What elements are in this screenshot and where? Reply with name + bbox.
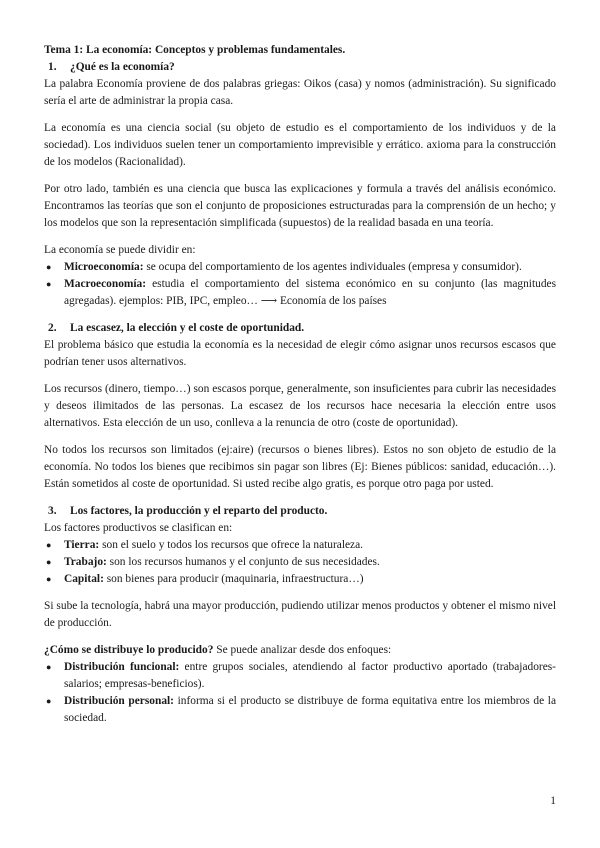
term: Tierra: [64, 539, 100, 551]
term: Microeconomía: [64, 261, 144, 273]
paragraph [44, 642, 556, 659]
document-title: Tema 1: La economía: Conceptos y problemas fundamentales. [44, 44, 346, 56]
paragraph: La economía se puede dividir en: [44, 244, 196, 256]
bullet-list [44, 259, 556, 310]
list-item [44, 659, 556, 693]
list-item [44, 571, 556, 588]
section-1-heading [44, 59, 556, 76]
bullet-icon: ● [46, 262, 52, 272]
section-title: Los factores, la producción y el reparto del producto. [70, 505, 328, 517]
definition: informa si el producto se distribuye de forma equitativa entre los miembros de la sociedad. [64, 695, 556, 724]
list-item [44, 276, 556, 310]
section-number: 1. [48, 61, 57, 73]
definition: estudia el comportamiento del sistema económico en su conjunto (las magnitudes agregadas). ejemplos: PIB, IPC, empleo… ⟶ Economía de los países [64, 278, 556, 307]
bullet-icon: ● [46, 696, 52, 706]
list-item [44, 554, 556, 571]
section-title: La escasez, la elección y el coste de oportunidad. [70, 322, 305, 334]
section-2-heading [44, 320, 556, 337]
paragraph: No todos los recursos son limitados (ej:aire) (recursos o bienes libres). Estos no son objeto de estudio de la economía. No todos los bienes que recibimos sin pagar son libres (Ej: Bienes públicos: sanidad, educación…). Están sometidos al coste de oportunidad. Si usted recibe algo gratis, es porque otro paga por usted. [44, 444, 556, 490]
section-number: 2. [48, 322, 57, 334]
list-item [44, 693, 556, 727]
paragraph: El problema básico que estudia la economía es la necesidad de elegir cómo asignar unos recursos escasos que podrían tener usos alternativos. [44, 339, 556, 368]
definition: entre grupos sociales, atendiendo al factor productivo aportado (trabajadores- salarios; empresas-beneficios). [64, 661, 556, 690]
term: Capital: [64, 573, 104, 585]
term: Macroeconomía: [64, 278, 147, 290]
section-number: 3. [48, 505, 57, 517]
list-item [44, 537, 556, 554]
question-term: ¿Cómo se distribuye lo producido? [44, 644, 214, 656]
list-item [44, 259, 556, 276]
term: Trabajo: [64, 556, 107, 568]
definition: son el suelo y todos los recursos que ofrece la naturaleza. [99, 539, 364, 551]
paragraph: Si sube la tecnología, habrá una mayor producción, pudiendo utilizar menos productos y obtener el mismo nivel de producción. [44, 600, 556, 629]
document-page [44, 42, 556, 727]
section-title: ¿Qué es la economía? [70, 61, 175, 73]
bullet-icon: ● [46, 279, 52, 289]
section-3-heading [44, 503, 556, 520]
term: Distribución personal: [64, 695, 174, 707]
paragraph: Los factores productivos se clasifican en: [44, 522, 233, 534]
bullet-icon: ● [46, 557, 52, 567]
paragraph: Por otro lado, también es una ciencia que busca las explicaciones y formula a través del análisis económico. Encontramos las teorías que son el conjunto de proposiciones estructuradas para la comprensión de un hecho; y los modelos que son la representación simplificada (supuestos) de la realidad basada en una teoría. [44, 183, 556, 229]
page-number: 1 [550, 795, 556, 807]
bullet-icon: ● [46, 540, 52, 550]
definition: se ocupa del comportamiento de los agentes individuales (empresa y consumidor). [143, 261, 522, 273]
bullet-list [44, 537, 556, 588]
paragraph: La palabra Economía proviene de dos palabras griegas: Oikos (casa) y nomos (administración). Su significado sería el arte de administrar la propia casa. [44, 78, 556, 107]
bullet-icon: ● [46, 662, 52, 672]
definition: son bienes para producir (maquinaria, infraestructura…) [103, 573, 364, 585]
definition: son los recursos humanos y el conjunto de sus necesidades. [106, 556, 380, 568]
question-text: Se puede analizar desde dos enfoques: [213, 644, 392, 656]
paragraph: La economía es una ciencia social (su objeto de estudio es el comportamiento de los individuos y de la sociedad). Los individuos suelen tener un comportamiento imprevisible y errático. axioma para la construcción de los modelos (Racionalidad). [44, 122, 556, 168]
paragraph: Los recursos (dinero, tiempo…) son escasos porque, generalmente, son insuficientes para cubrir las necesidades y deseos ilimitados de las personas. La escasez de los recursos hace necesaria la elección entre usos alternativos. Esta elección de un uso, conlleva a la renuncia de otro (coste de oportunidad). [44, 383, 556, 429]
bullet-icon: ● [46, 574, 52, 584]
bullet-list [44, 659, 556, 727]
term: Distribución funcional: [64, 661, 180, 673]
